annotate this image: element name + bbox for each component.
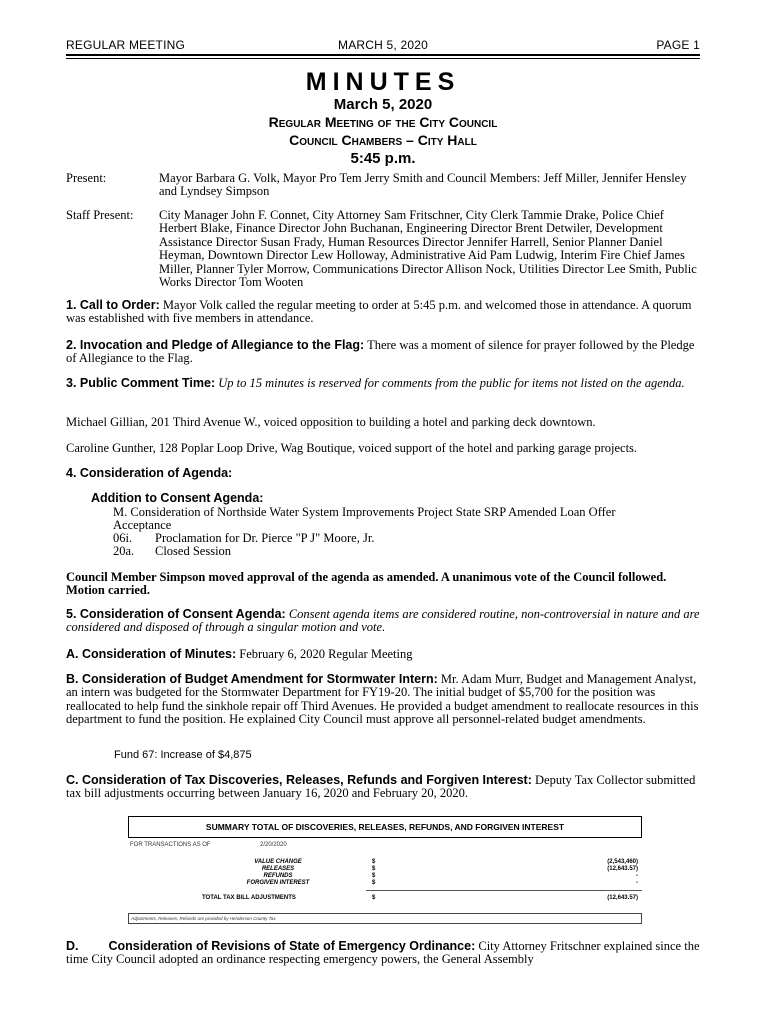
summary-total-label: TOTAL TAX BILL ADJUSTMENTS bbox=[202, 895, 296, 901]
fund-note: Fund 67: Increase of $4,875 bbox=[114, 749, 252, 761]
staff-label: Staff Present: bbox=[66, 208, 134, 222]
section-5-text: Consent agenda items are considered routine, non-controversial in nature and are considered and disposed of through a singular motion and vote. bbox=[66, 607, 700, 635]
section-1-heading: 1. Call to Order: bbox=[66, 298, 160, 312]
section-2-text: There was a moment of silence for prayer followed by the Pledge of Allegiance to the Flag. bbox=[66, 338, 695, 366]
section-a bbox=[66, 648, 700, 661]
summary-row-label: REFUNDS bbox=[263, 873, 293, 879]
section-3-heading: 3. Public Comment Time: bbox=[66, 376, 216, 390]
summary-row-label: VALUE CHANGE bbox=[254, 859, 302, 865]
agenda-additions bbox=[113, 506, 673, 558]
present-label: Present: bbox=[66, 171, 107, 185]
document-title: MINUTES bbox=[305, 68, 461, 96]
addition-heading: Addition to Consent Agenda: bbox=[91, 491, 264, 505]
summary-row-dollar: $ bbox=[372, 880, 376, 886]
summary-title: SUMMARY TOTAL OF DISCOVERIES, RELEASES, REFUNDS, AND FORGIVEN INTEREST bbox=[128, 816, 642, 838]
staff-section bbox=[66, 209, 700, 289]
section-5-heading: 5. Consideration of Consent Agenda: bbox=[66, 607, 286, 621]
section-a-text: February 6, 2020 Regular Meeting bbox=[236, 647, 413, 661]
summary-row-dollar: $ bbox=[372, 866, 376, 872]
section-2-heading: 2. Invocation and Pledge of Allegiance to the Flag: bbox=[66, 338, 365, 352]
header-date: MARCH 5, 2020 bbox=[338, 38, 428, 52]
section-d-text: City Attorney Fritschner explained since the time City Council adopted an ordinance respecting emergency powers, the General Assembly bbox=[66, 939, 700, 967]
section-d-letter: D. bbox=[66, 939, 79, 953]
section-4-subheading bbox=[91, 492, 725, 505]
summary-row-label: FORGIVEN INTEREST bbox=[246, 880, 310, 886]
agenda-item bbox=[113, 545, 673, 558]
section-4 bbox=[66, 467, 700, 480]
summary-total-divider bbox=[366, 890, 642, 891]
section-d-heading: Consideration of Revisions of State of Emergency Ordinance: bbox=[108, 939, 476, 953]
summary-total-dollar: $ bbox=[372, 895, 376, 901]
section-b-text: Mr. Adam Murr, Budget and Management Analyst, an intern was budgeted for the Stormwater Department for FY19-20. The initial budget of $5,700 for the position was reallocated to help fund the sinkhole repair off Third Avenues. He provided a budget amendment to reallocate resources in this department to fund the position. He explained City Council must approve all personnel-related budget amendments. bbox=[66, 672, 699, 727]
section-c-heading: C. Consideration of Tax Discoveries, Releases, Refunds and Forgiven Interest: bbox=[66, 773, 532, 787]
summary-row-value: - bbox=[636, 880, 638, 886]
meeting-date: March 5, 2020 bbox=[333, 96, 433, 113]
staff-text: City Manager John F. Connet, City Attorney Sam Fritschner, City Clerk Tammie Drake, Police Chief Herbert Blake, Finance Director John Buchanan, Engineering Director Brent Detwiler, Development Assistance Director Susan Frady, Human Resources Director Jennifer Harrell, Senior Planner Daniel Heyman, Downtown Director Lew Holloway, Administrative Aid Pam Ludwig, Interim Fire Chief James Miller, Planner Tyler Morrow, Communications Director Allison Nock, Utilities Director Lee Smith, Public Works Director Tom Wooten bbox=[159, 208, 697, 290]
meeting-time: 5:45 p.m. bbox=[350, 150, 416, 167]
agenda-motion: Council Member Simpson moved approval of the agenda as amended. A unanimous vote of the Council followed. Motion carried. bbox=[66, 570, 667, 598]
section-2 bbox=[66, 339, 700, 366]
public-comment-1: Michael Gillian, 201 Third Avenue W., voiced opposition to building a hotel and parking deck downtown. bbox=[66, 415, 596, 429]
meeting-location: Council Chambers – City Hall bbox=[289, 132, 477, 148]
agenda-item-number: 06i. bbox=[113, 531, 133, 545]
header-meeting-type: REGULAR MEETING bbox=[66, 38, 186, 52]
tax-summary-table bbox=[128, 816, 642, 924]
section-3 bbox=[66, 377, 700, 390]
section-a-heading: A. Consideration of Minutes: bbox=[66, 647, 237, 661]
section-c-text: Deputy Tax Collector submitted tax bill adjustments occurring between January 16, 2020 and February 20, 2020. bbox=[66, 773, 696, 801]
section-1-text: Mayor Volk called the regular meeting to order at 5:45 p.m. and welcomed those in attendance. A quorum was established with five members in attendance. bbox=[66, 298, 692, 326]
section-5 bbox=[66, 608, 700, 635]
agenda-item-number: 20a. bbox=[113, 544, 135, 558]
agenda-item-m: M. Consideration of Northside Water System Improvements Project State SRP Amended Loan Offer Acceptance bbox=[113, 505, 616, 532]
section-d bbox=[66, 940, 700, 967]
section-c bbox=[66, 774, 700, 801]
summary-row-label: RELEASES bbox=[261, 866, 295, 872]
summary-row-dollar: $ bbox=[372, 859, 376, 865]
section-1 bbox=[66, 299, 700, 326]
meeting-name: Regular Meeting of the City Council bbox=[268, 114, 498, 130]
section-b bbox=[66, 673, 700, 727]
agenda-item-text: Proclamation for Dr. Pierce "P J" Moore, Jr. bbox=[155, 531, 375, 545]
section-4-heading: 4. Consideration of Agenda: bbox=[66, 466, 233, 480]
summary-total-value: (12,643.57) bbox=[607, 895, 638, 901]
summary-footnote: Adjustments, Releases, Refunds are provided by Henderson County Tax bbox=[128, 913, 642, 924]
summary-row-value: (12,643.57) bbox=[607, 866, 638, 872]
section-3-text: Up to 15 minutes is reserved for comments from the public for items not listed on the agenda. bbox=[215, 376, 685, 390]
summary-row-value: (2,543,460) bbox=[607, 859, 638, 865]
agenda-item-text: Closed Session bbox=[155, 544, 232, 558]
summary-row-dollar: $ bbox=[372, 873, 376, 879]
header-page-number: PAGE 1 bbox=[656, 38, 700, 52]
present-text: Mayor Barbara G. Volk, Mayor Pro Tem Jerry Smith and Council Members: Jeff Miller, Jennifer Hensley and Lyndsey Simpson bbox=[159, 171, 687, 199]
page-header bbox=[66, 36, 700, 56]
summary-as-of-date: 2/20/2020 bbox=[260, 842, 287, 848]
section-b-heading: B. Consideration of Budget Amendment for Stormwater Intern: bbox=[66, 672, 438, 686]
summary-as-of-label: FOR TRANSACTIONS AS OF bbox=[130, 842, 211, 848]
summary-row-value: - bbox=[636, 873, 638, 879]
public-comment-2: Caroline Gunther, 128 Poplar Loop Drive, Wag Boutique, voiced support of the hotel and parking garage projects. bbox=[66, 441, 638, 455]
present-section bbox=[66, 172, 700, 199]
